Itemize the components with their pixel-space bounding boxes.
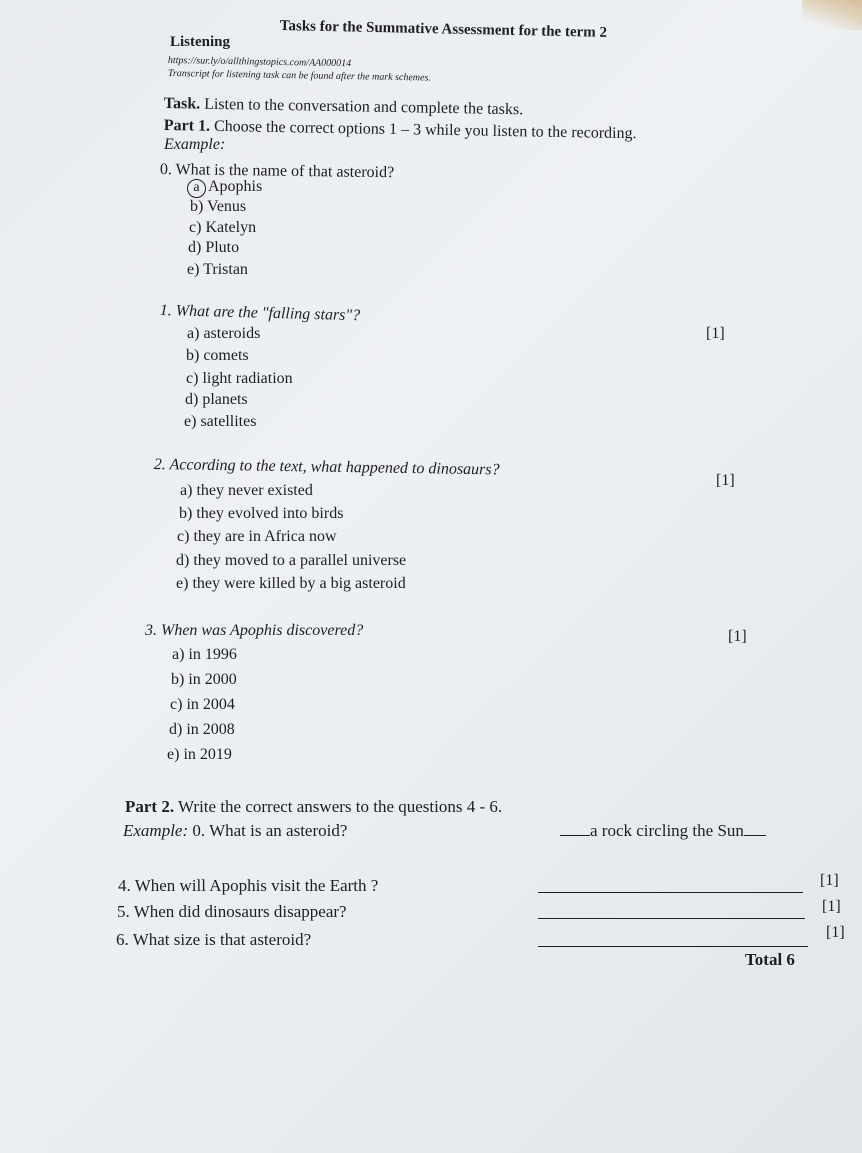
option-text: in 2004	[186, 696, 235, 713]
option-text: in 2019	[183, 746, 232, 763]
question-2: 2. According to the text, what happened to dinosaurs?	[153, 456, 500, 479]
question-3-option-d	[169, 721, 235, 739]
question-1-option-e	[184, 413, 256, 431]
option-text: they were killed by a big asteroid	[192, 575, 406, 592]
option-letter: c)	[186, 370, 199, 387]
example-option-e	[187, 261, 248, 279]
part2-example-answer: a rock circling the Sun	[590, 821, 744, 840]
part2-example-question: 0. What is an asteroid?	[192, 821, 348, 840]
option-letter: b)	[190, 198, 204, 215]
option-text: Katelyn	[205, 219, 257, 236]
option-letter: b)	[179, 505, 193, 522]
question-2-option-b	[179, 505, 343, 523]
answer-line-5[interactable]	[538, 918, 805, 919]
underline-left	[560, 821, 590, 836]
question-1-option-b	[186, 347, 249, 365]
part2-example-label: Example:	[123, 821, 189, 840]
answer-line-6[interactable]	[538, 946, 808, 947]
option-text: they never existed	[196, 482, 313, 499]
question-1-option-c	[186, 370, 293, 388]
question-3-option-c	[170, 696, 235, 714]
example-option-a	[187, 178, 262, 198]
question-6: 6. What size is that asteroid?	[116, 930, 312, 949]
option-letter: e)	[167, 746, 180, 763]
selected-answer-circle: a	[187, 179, 206, 198]
option-text: light radiation	[202, 370, 293, 387]
transcript-note: Transcript for listening task can be found after the mark schemes.	[167, 68, 432, 84]
option-text: Pluto	[205, 239, 240, 256]
question-1-mark: [1]	[706, 325, 725, 342]
option-text: Apophis	[208, 178, 263, 195]
option-letter: b)	[186, 347, 200, 364]
example-option-b	[190, 198, 246, 216]
option-text: they evolved into birds	[196, 505, 344, 522]
example-question: 0. What is the name of that asteroid?	[159, 161, 395, 182]
question-6-mark: [1]	[826, 924, 845, 941]
part1-text: Choose the correct options 1 – 3 while you listen to the recording.	[213, 117, 637, 143]
answer-line-4[interactable]	[538, 892, 803, 893]
paper-stain	[802, 0, 862, 30]
option-letter: e)	[176, 575, 189, 592]
option-letter: c)	[170, 696, 183, 713]
question-2-mark: [1]	[716, 472, 735, 489]
page-title: Tasks for the Summative Assessment for the term 2	[279, 18, 608, 41]
question-4: 4. When will Apophis visit the Earth ?	[118, 876, 379, 895]
option-text: Tristan	[203, 261, 248, 278]
question-1-option-a	[187, 325, 260, 343]
example-option-d	[188, 239, 239, 257]
question-2-option-a	[180, 482, 313, 500]
total-score: Total 6	[745, 950, 795, 969]
option-letter: a)	[180, 482, 193, 499]
option-text: in 2000	[188, 671, 237, 688]
option-text: in 2008	[186, 721, 235, 738]
option-text: they are in Africa now	[193, 528, 337, 545]
option-text: Venus	[207, 198, 247, 215]
option-text: in 1996	[188, 646, 237, 663]
question-1: 1. What are the "falling stars"?	[159, 302, 361, 325]
question-1-option-d	[185, 391, 248, 409]
question-2-option-c	[177, 528, 337, 546]
option-letter: d)	[176, 552, 190, 569]
option-letter: d)	[188, 239, 202, 256]
part2-text: Write the correct answers to the questions 4 - 6.	[178, 797, 503, 816]
question-5-mark: [1]	[822, 898, 841, 915]
part2-instruction	[125, 797, 502, 817]
option-letter: d)	[185, 391, 199, 408]
option-letter: a)	[187, 325, 200, 342]
option-letter: a)	[172, 646, 185, 663]
source-url: https://sur.ly/o/allthingstopics.com/AA000014	[167, 55, 352, 70]
option-letter: e)	[184, 413, 197, 430]
part2-label: Part 2.	[125, 797, 175, 816]
part1-instruction	[164, 117, 637, 143]
option-letter: c)	[189, 219, 202, 236]
option-text: asteroids	[203, 325, 261, 342]
task-text: Listen to the conversation and complete the tasks.	[204, 95, 524, 119]
question-4-mark: [1]	[820, 872, 839, 889]
part2-example	[123, 821, 347, 841]
option-text: comets	[203, 347, 249, 364]
part1-label: Part 1.	[163, 117, 211, 135]
task-instruction	[164, 95, 524, 119]
section-heading: Listening	[170, 34, 231, 50]
question-3-option-e	[167, 746, 232, 764]
option-text: satellites	[200, 413, 257, 430]
option-text: they moved to a parallel universe	[193, 552, 407, 569]
question-5: 5. When did dinosaurs disappear?	[117, 902, 347, 921]
question-3: 3. When was Apophis discovered?	[145, 622, 364, 639]
question-3-option-a	[172, 646, 237, 664]
example-label: Example:	[164, 136, 226, 153]
part2-example-answer-line	[560, 821, 766, 841]
question-3-option-b	[171, 671, 237, 689]
underline-right	[744, 821, 766, 836]
question-2-option-d	[176, 552, 406, 570]
question-2-option-e	[176, 575, 406, 593]
option-letter: c)	[177, 528, 190, 545]
example-option-c	[189, 219, 256, 237]
option-text: planets	[202, 391, 248, 408]
question-3-mark: [1]	[728, 628, 747, 645]
option-letter: b)	[171, 671, 185, 688]
option-letter: e)	[187, 261, 200, 278]
task-label: Task.	[163, 95, 201, 113]
option-letter: d)	[169, 721, 183, 738]
